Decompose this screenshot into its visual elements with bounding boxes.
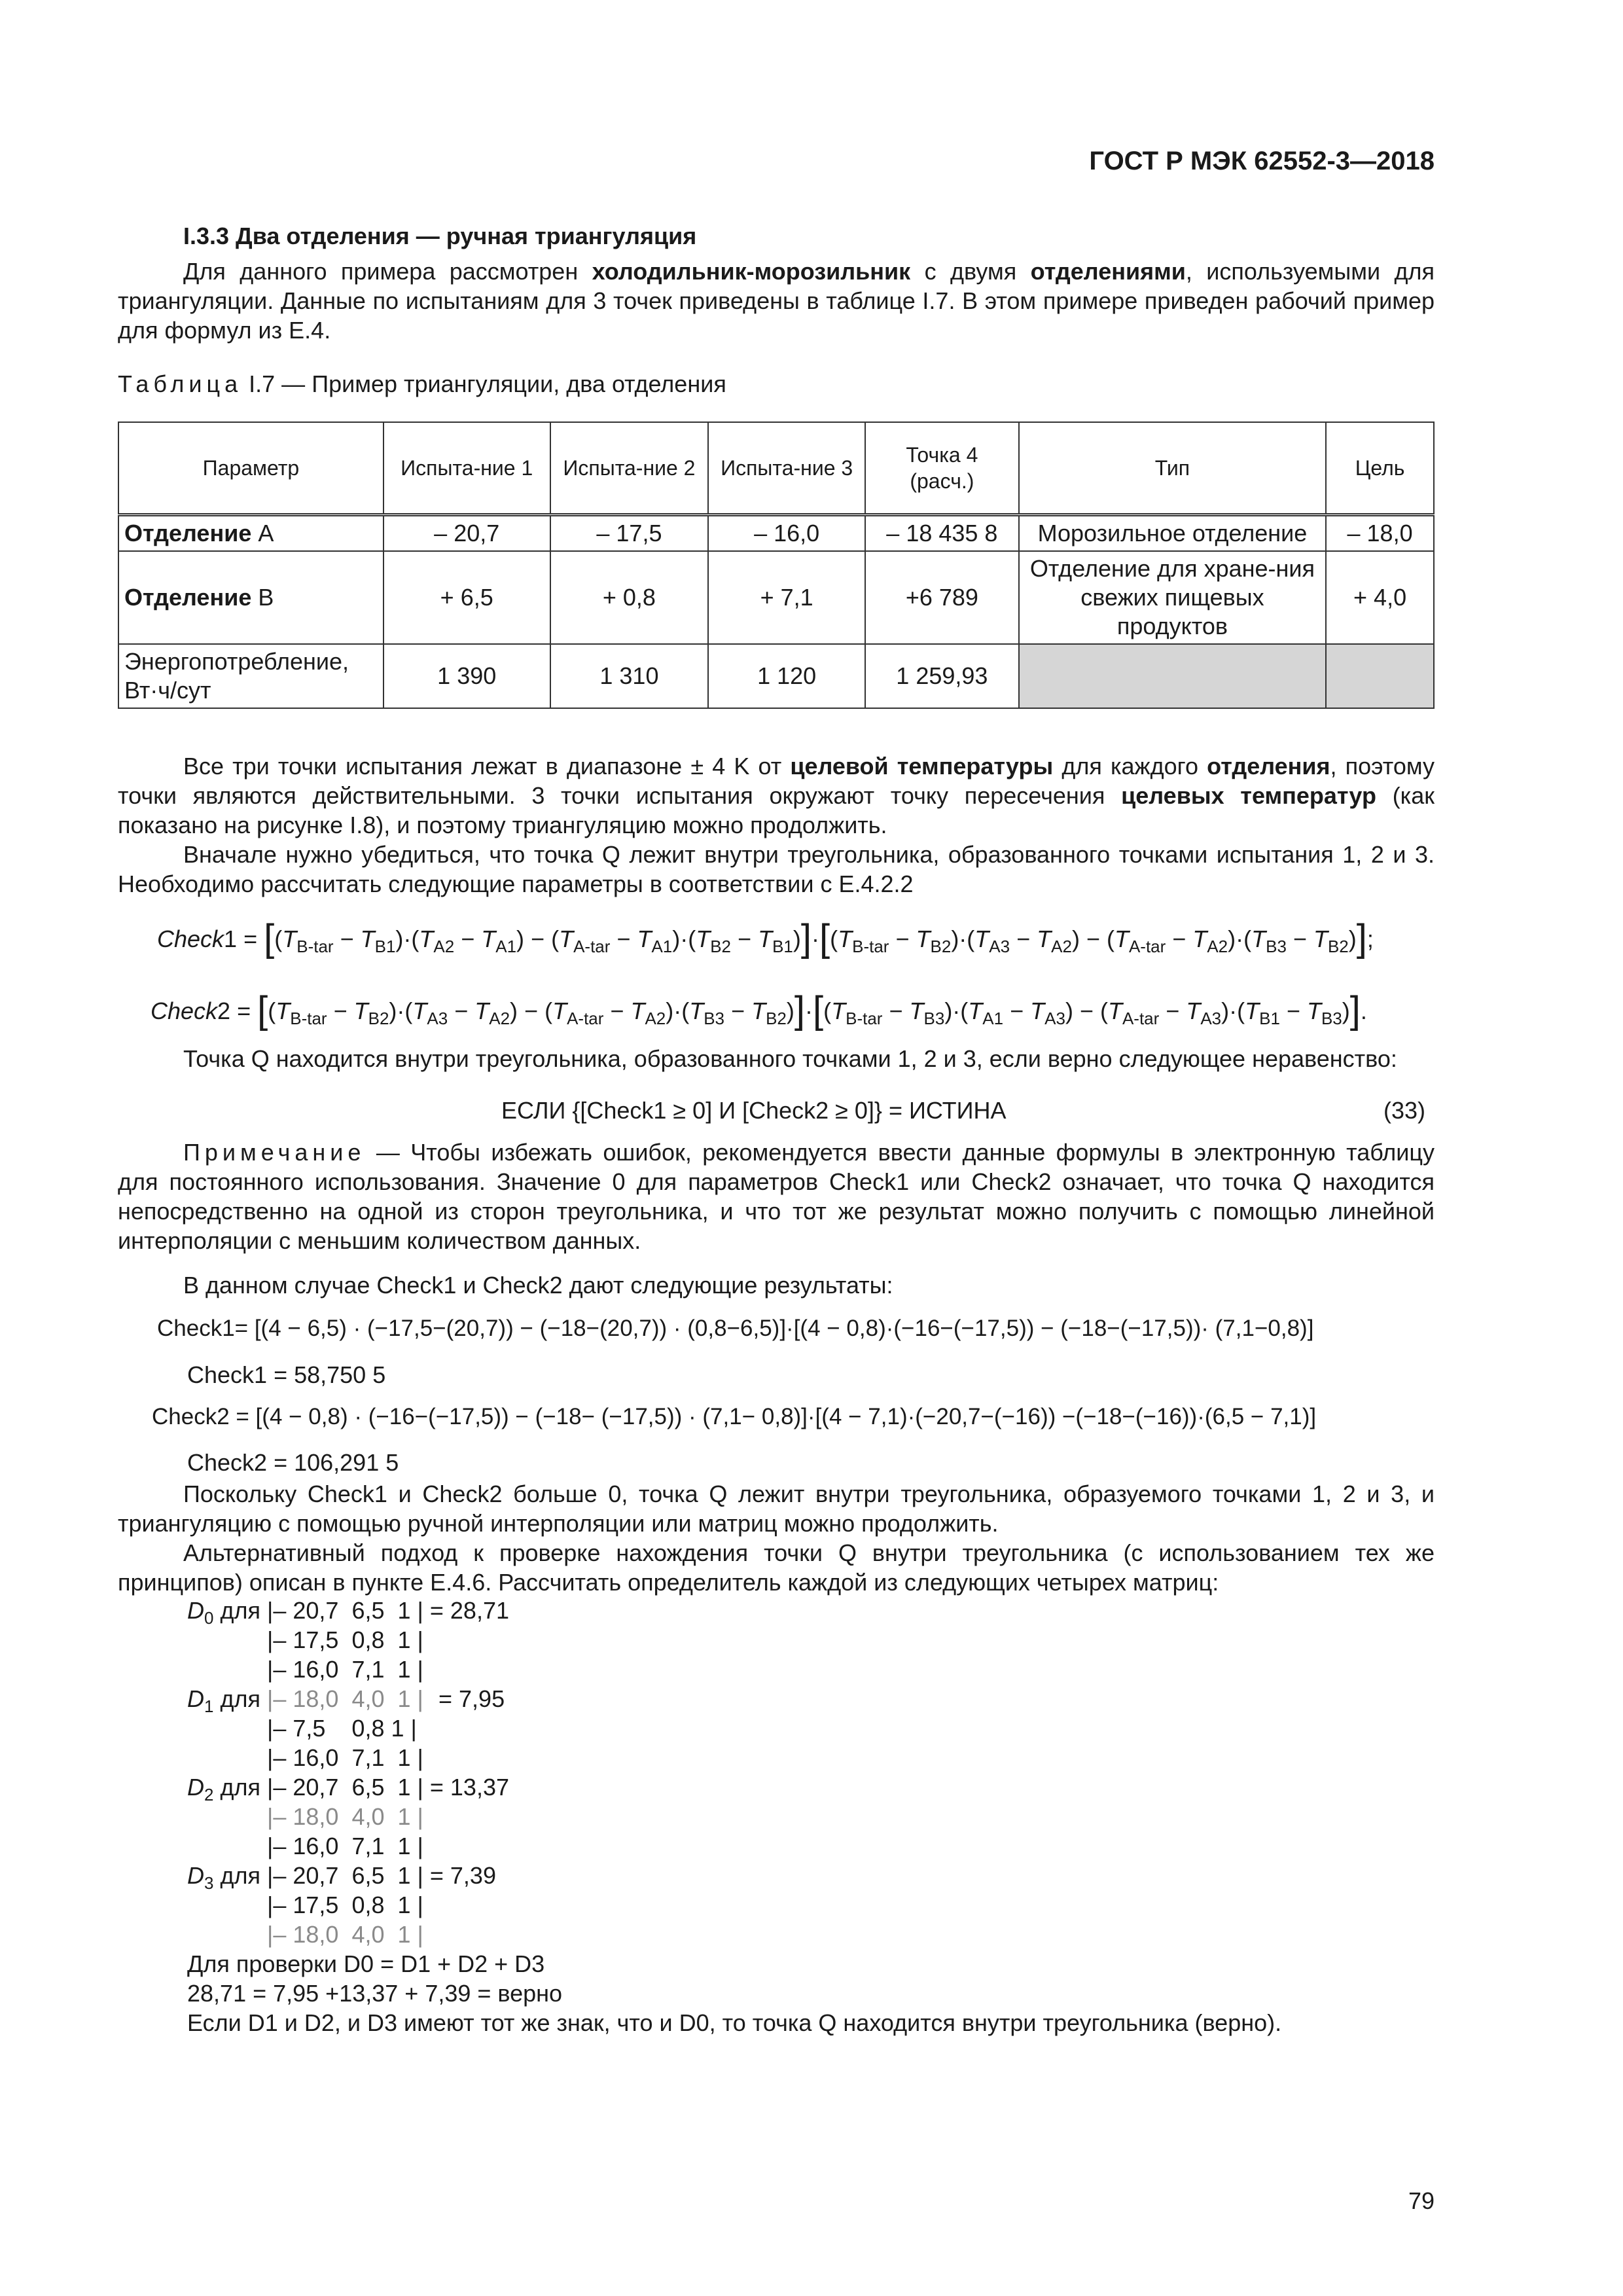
d0-row1: |– 20,7 6,5 1 | = 28,71 bbox=[267, 1597, 509, 1624]
table-cell: + 6,5 bbox=[383, 551, 550, 644]
d3-row2: |– 17,5 0,8 1 | bbox=[267, 1892, 423, 1918]
table-cell: – 18,0 bbox=[1326, 515, 1434, 552]
table-caption: Таблица I.7 — Пример триангуляции, два отделения bbox=[118, 370, 726, 397]
d0-row3: |– 16,0 7,1 1 | bbox=[267, 1656, 423, 1683]
equation-33: ЕСЛИ {[Check1 ≥ 0] И [Check2 ≥ 0]} = ИСТИНА bbox=[501, 1097, 1007, 1124]
check-line-2: 28,71 = 7,95 +13,37 + 7,39 = верно bbox=[187, 1980, 563, 2007]
alternative-paragraph: Альтернативный подход к проверке нахождения точки Q внутри треугольника (с использованием тех же принципов) описан в пункте E.4.6. Рассчитать определитель каждой из следующих четырех матриц: bbox=[118, 1539, 1435, 1596]
table-cell: + 0,8 bbox=[550, 551, 709, 644]
header-cell: Цель bbox=[1326, 422, 1434, 515]
d2-row3: |– 16,0 7,1 1 | bbox=[267, 1833, 423, 1859]
check1-formula: Check1 = $[(T_{B-tar} - T_{B1})\cdot(T_{A2} - T_{A1}) - (T_{A-tar} - T_{A1})\cdot(T_{B2} - T_{B1})]\cdot[(T_{B-tar} - T_{B2})\cdot(T_{A3} - T_{A2}) - (T_{A-tar} - T_{A2})\cdot(T_{B3} - T_{B2})]$; bbox=[157, 917, 1374, 960]
equation-number: (33) bbox=[1383, 1097, 1425, 1124]
table-header-row bbox=[118, 422, 1434, 515]
intro-paragraph: Для данного примера рассмотрен холодильник-морозильник с двумя отделениями, используемыми для триангуляции. Данные по испытаниям для 3 точек приведены в таблице I.7. В этом примере приведен рабочий пример для формул из E.4. bbox=[118, 258, 1435, 344]
table-cell: – 18 435 8 bbox=[865, 515, 1019, 552]
d3-row1: |– 20,7 6,5 1 | = 7,39 bbox=[267, 1862, 496, 1889]
d2-label: $D_2$ для bbox=[187, 1774, 267, 1805]
triangulation-table bbox=[118, 422, 1435, 709]
check1-calculation: Check1= [(4 − 6,5) · (−17,5−(20,7)) − (−18−(20,7)) · (0,8−6,5)]·[(4 − 0,8)·(−16−(−17,5)) − (−18−(−17,5))· (7,1−0,8)] bbox=[157, 1316, 1314, 1341]
d3-row3: |– 18,0 4,0 1 | bbox=[267, 1921, 423, 1948]
empty-cell bbox=[1019, 644, 1326, 708]
table-cell: Морозильное отделение bbox=[1019, 515, 1326, 552]
table-cell: Отделение для хране-ния свежих пищевых продуктов bbox=[1019, 551, 1326, 644]
check2-result: Check2 = 106,291 5 bbox=[187, 1449, 399, 1476]
header-cell: Испыта-ние 2 bbox=[550, 422, 709, 515]
d3-label: $D_3$ для bbox=[187, 1862, 267, 1893]
check-line-1: Для проверки D0 = D1 + D2 + D3 bbox=[187, 1950, 545, 1977]
header-cell: Точка 4 (расч.) bbox=[865, 422, 1019, 515]
document-code: ГОСТ Р МЭК 62552-3—2018 bbox=[1089, 147, 1435, 175]
conclusion-paragraph: Поскольку Check1 и Check2 больше 0, точка Q лежит внутри треугольника, образуемого точками 1, 2 и 3, и триангуляцию с помощью ручной интерполяции или матриц можно продолжить. bbox=[118, 1480, 1435, 1537]
table-cell: – 20,7 bbox=[383, 515, 550, 552]
table-row bbox=[118, 644, 1434, 708]
table-row bbox=[118, 515, 1434, 552]
d1-label: $D_1$ для bbox=[187, 1685, 267, 1717]
d1-row2: |– 7,5 0,8 1 | bbox=[267, 1715, 417, 1742]
d0-row2: |– 17,5 0,8 1 | bbox=[267, 1626, 423, 1653]
empty-cell bbox=[1326, 644, 1434, 708]
d1-row3: |– 16,0 7,1 1 | bbox=[267, 1744, 423, 1771]
page-number: 79 bbox=[1408, 2187, 1435, 2214]
check2-formula: Check2 = $[(T_{B-tar} - T_{B2})\cdot(T_{A3} - T_{A2}) - (T_{A-tar} - T_{A2})\cdot(T_{B3} - T_{B2})]\cdot[(T_{B-tar} - T_{B3})\cdot(T_{A1} - T_{A3}) - (T_{A-tar} - T_{A3})\cdot(T_{B1} - T_{B3})]$. bbox=[151, 989, 1367, 1031]
section-title: I.3.3 Два отделения — ручная триангуляция bbox=[183, 223, 697, 249]
table-cell: 1 259,93 bbox=[865, 644, 1019, 708]
table-cell: 1 390 bbox=[383, 644, 550, 708]
d0-label: $D_0$ для bbox=[187, 1597, 267, 1628]
table-cell: – 16,0 bbox=[708, 515, 865, 552]
header-cell: Испыта-ние 1 bbox=[383, 422, 550, 515]
table-cell: + 7,1 bbox=[708, 551, 865, 644]
d1-row1: |– 18,0 4,0 1 | bbox=[267, 1685, 423, 1712]
table-cell: 1 120 bbox=[708, 644, 865, 708]
inequality-intro: Точка Q находится внутри треугольника, образованного точками 1, 2 и 3, если верно следующее неравенство: bbox=[183, 1045, 1397, 1072]
header-cell: Испыта-ние 3 bbox=[708, 422, 865, 515]
check1-result: Check1 = 58,750 5 bbox=[187, 1361, 386, 1388]
table-cell: + 4,0 bbox=[1326, 551, 1434, 644]
d2-row1: |– 20,7 6,5 1 | = 13,37 bbox=[267, 1774, 509, 1801]
document-page bbox=[118, 0, 1435, 2296]
d1-value: = 7,95 bbox=[438, 1685, 505, 1712]
results-intro: В данном случае Check1 и Check2 дают следующие результаты: bbox=[183, 1272, 893, 1299]
note-paragraph: Примечание — Чтобы избежать ошибок, рекомендуется ввести данные формулы в электронную таблицу для постоянного использования. Значение 0 для параметров Check1 или Check2 означает, что точка Q находится непосредственно на одной из сторон треугольника, и что тот же результат можно получить с помощью линейной интерполяции с меньшим количеством данных. bbox=[118, 1139, 1435, 1254]
validity-paragraph: Все три точки испытания лежат в диапазоне ± 4 K от целевой температуры для каждого отделения, поэтому точки являются действительными. 3 точки испытания окружают точку пересечения целевых температур (как показано на рисунке I.8), и поэтому триангуляцию можно продолжить. bbox=[118, 753, 1435, 838]
check-intro-paragraph: Вначале нужно убедиться, что точка Q лежит внутри треугольника, образованного точками испытания 1, 2 и 3. Необходимо рассчитать следующие параметры в соответствии с E.4.2.2 bbox=[118, 841, 1435, 897]
row-label: Энергопотребление, Вт·ч/сут bbox=[118, 644, 383, 708]
d2-row2: |– 18,0 4,0 1 | bbox=[267, 1803, 423, 1830]
row-label: Отделение В bbox=[118, 551, 383, 644]
table-cell: 1 310 bbox=[550, 644, 709, 708]
check2-calculation: Check2 = [(4 − 0,8) · (−16−(−17,5)) − (−18− (−17,5)) · (7,1− 0,8)]·[(4 − 7,1)·(−20,7−(−16)) −(−18−(−16))·(6,5 − 7,1)] bbox=[152, 1404, 1317, 1429]
table-cell: +6 789 bbox=[865, 551, 1019, 644]
row-label: Отделение А bbox=[118, 515, 383, 552]
header-cell: Параметр bbox=[118, 422, 383, 515]
table-row bbox=[118, 551, 1434, 644]
check-line-3: Если D1 и D2, и D3 имеют тот же знак, что и D0, то точка Q находится внутри треугольника (верно). bbox=[187, 2009, 1282, 2036]
header-cell: Тип bbox=[1019, 422, 1326, 515]
table-cell: – 17,5 bbox=[550, 515, 709, 552]
